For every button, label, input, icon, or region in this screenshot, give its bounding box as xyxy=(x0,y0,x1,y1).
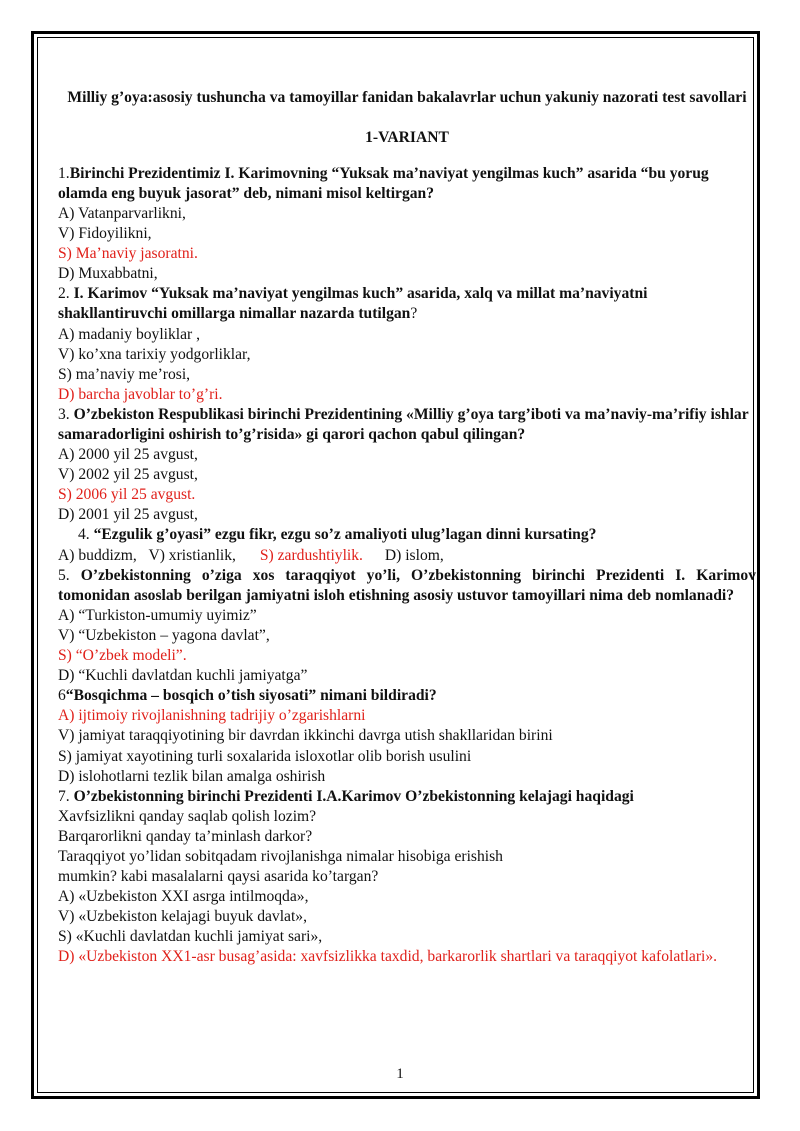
answer-option-correct: S) zardushtiylik. xyxy=(259,546,363,564)
answer-option: V) xristianlik, xyxy=(148,546,236,564)
answer-option: S) jamiyat xayotining turli soxalarida isloxotlar olib borish usulini xyxy=(58,747,472,765)
answer-option: V) «Uzbekiston kelajagi buyuk davlat», xyxy=(58,908,308,926)
answer-option: S) ma’naviy me’rosi, xyxy=(58,365,191,383)
question-line: Taraqqiyot yo’lidan sobitqadam rivojlanishga nimalar hisobiga erishish xyxy=(58,847,503,865)
page-number: 1 xyxy=(396,1066,404,1082)
answer-option: V) Fidoyilikni, xyxy=(58,225,152,243)
answer-option: D) Muxabbatni, xyxy=(58,265,158,283)
question-text: “Ezgulik g’oyasi” ezgu fikr, ezgu so’z amaliyoti ulug’lagan dinni kursating? xyxy=(89,526,597,544)
question-text: I. Karimov “Yuksak ma’naviyat yengilmas kuch” asarida, xalq va millat ma’naviyatni shakllantiruvchi omillarga nimallar nazarda tutilgan xyxy=(58,285,648,323)
answer-option: A) buddizm, xyxy=(58,546,137,564)
answer-option: A) “Turkiston-umumiy uyimiz” xyxy=(58,606,257,624)
question-text: Birinchi Prezidentimiz I. Karimovning “Yuksak ma’naviyat yengilmas kuch” asarida “bu yorug olamda eng buyuk jasorat” deb, nimani misol keltirgan? xyxy=(58,164,709,202)
question-1: 1.Birinchi Prezidentimiz I. Karimovning “Yuksak ma’naviyat yengilmas kuch” asarida “bu yorug olamda eng buyuk jasorat” deb, nimani misol keltirgan? xyxy=(58,164,709,202)
question-line: mumkin? kabi masalalarni qaysi asarida ko’targan? xyxy=(58,868,379,886)
answer-option: D) 2001 yil 25 avgust, xyxy=(58,506,198,524)
answer-option: D) “Kuchli davlatdan kuchli jamiyatga” xyxy=(58,667,308,685)
answer-option-correct: S) 2006 yil 25 avgust. xyxy=(58,486,196,504)
answer-option-correct: D) barcha javoblar to’g’ri. xyxy=(58,385,223,403)
answer-option: A) «Uzbekiston XXI asrga intilmoqda», xyxy=(58,888,309,906)
answer-option: S) «Kuchli davlatdan kuchli jamiyat sari», xyxy=(58,928,323,946)
document-title: Milliy g’oya:asosiy tushuncha va tamoyillar fanidan bakalavrlar uchun yakuniy nazorati test savollari xyxy=(67,89,747,106)
document-page xyxy=(58,88,756,968)
question-text: O’zbekistonning birinchi Prezidenti I.A.Karimov O’zbekistonning kelajagi haqidagi xyxy=(69,787,634,805)
answer-option-correct: A) ijtimoiy rivojlanishning tadrijiy o’zgarishlarni xyxy=(58,707,366,725)
answer-option: D) islohotlarni tezlik bilan amalga oshirish xyxy=(58,767,326,785)
question-line: Barqarorlikni qanday ta’minlash darkor? xyxy=(58,827,313,845)
question-4: 4. “Ezgulik g’oyasi” ezgu fikr, ezgu so’z amaliyoti ulug’lagan dinni kursating? xyxy=(78,526,597,544)
question-text: “Bosqichma – bosqich o’tish siyosati” nimani bildiradi? xyxy=(65,687,437,705)
answer-row xyxy=(58,546,756,566)
question-3: 3. O’zbekiston Respublikasi birinchi Prezidentining «Milliy g’oya targ’iboti va ma’naviy-ma’rifiy ishlar samaradorligini oshirish to’g’risida» gi qarori qachon qabul qilingan? xyxy=(58,405,749,443)
question-text: O’zbekiston Respublikasi birinchi Prezidentining «Milliy g’oya targ’iboti va ma’naviy-ma’rifiy ishlar samaradorligini oshirish to’g’risida» gi qarori qachon qabul qilingan? xyxy=(58,405,749,443)
answer-option-correct: S) Ma’naviy jasoratni. xyxy=(58,245,198,263)
question-5: 5. O’zbekistonning o’ziga xos taraqqiyot yo’li, O’zbekistonning birinchi Prezidenti I. Karimov tomonidan asoslab berilgan jamiyatni isloh etishning asosiy ustuvor tamoyillari nima deb nomlanadi? xyxy=(58,566,756,604)
answer-option: A) Vatanparvarlikni, xyxy=(58,204,186,222)
answer-option: A) madaniy boyliklar , xyxy=(58,325,201,343)
question-7: 7. O’zbekistonning birinchi Prezidenti I.A.Karimov O’zbekistonning kelajagi haqidagi xyxy=(58,787,634,805)
variant-heading: 1-VARIANT xyxy=(365,129,449,147)
question-6: 6“Bosqichma – bosqich o’tish siyosati” nimani bildiradi? xyxy=(58,687,437,705)
answer-option: A) 2000 yil 25 avgust, xyxy=(58,446,198,464)
answer-option: V) “Uzbekiston – yagona davlat”, xyxy=(58,626,270,644)
answer-option: V) jamiyat taraqqiyotining bir davrdan ikkinchi davrga utish shakllaridan birini xyxy=(58,727,553,745)
answer-option: V) ko’xna tarixiy yodgorliklar, xyxy=(58,345,251,363)
question-text: O’zbekistonning o’ziga xos taraqqiyot yo’li, O’zbekistonning birinchi Prezidenti I. Karimov tomonidan asoslab berilgan jamiyatni isloh etishning asosiy ustuvor tamoyillari nima deb nomlanadi? xyxy=(58,566,756,604)
answer-option-correct: S) “O’zbek modeli”. xyxy=(58,647,187,665)
answer-option-correct: D) «Uzbekiston XX1-asr busag’asida: xavfsizlikka taxdid, barkarorlik shartlari va taraqqiyot kafolatlari». xyxy=(58,948,718,966)
question-line: Xavfsizlikni qanday saqlab qolish lozim? xyxy=(58,807,317,825)
answer-option: V) 2002 yil 25 avgust, xyxy=(58,466,198,484)
question-2: 2. I. Karimov “Yuksak ma’naviyat yengilmas kuch” asarida, xalq va millat ma’naviyatni shakllantiruvchi omillarga nimallar nazarda tutilgan? xyxy=(58,285,648,323)
answer-option: D) islom, xyxy=(384,546,444,564)
